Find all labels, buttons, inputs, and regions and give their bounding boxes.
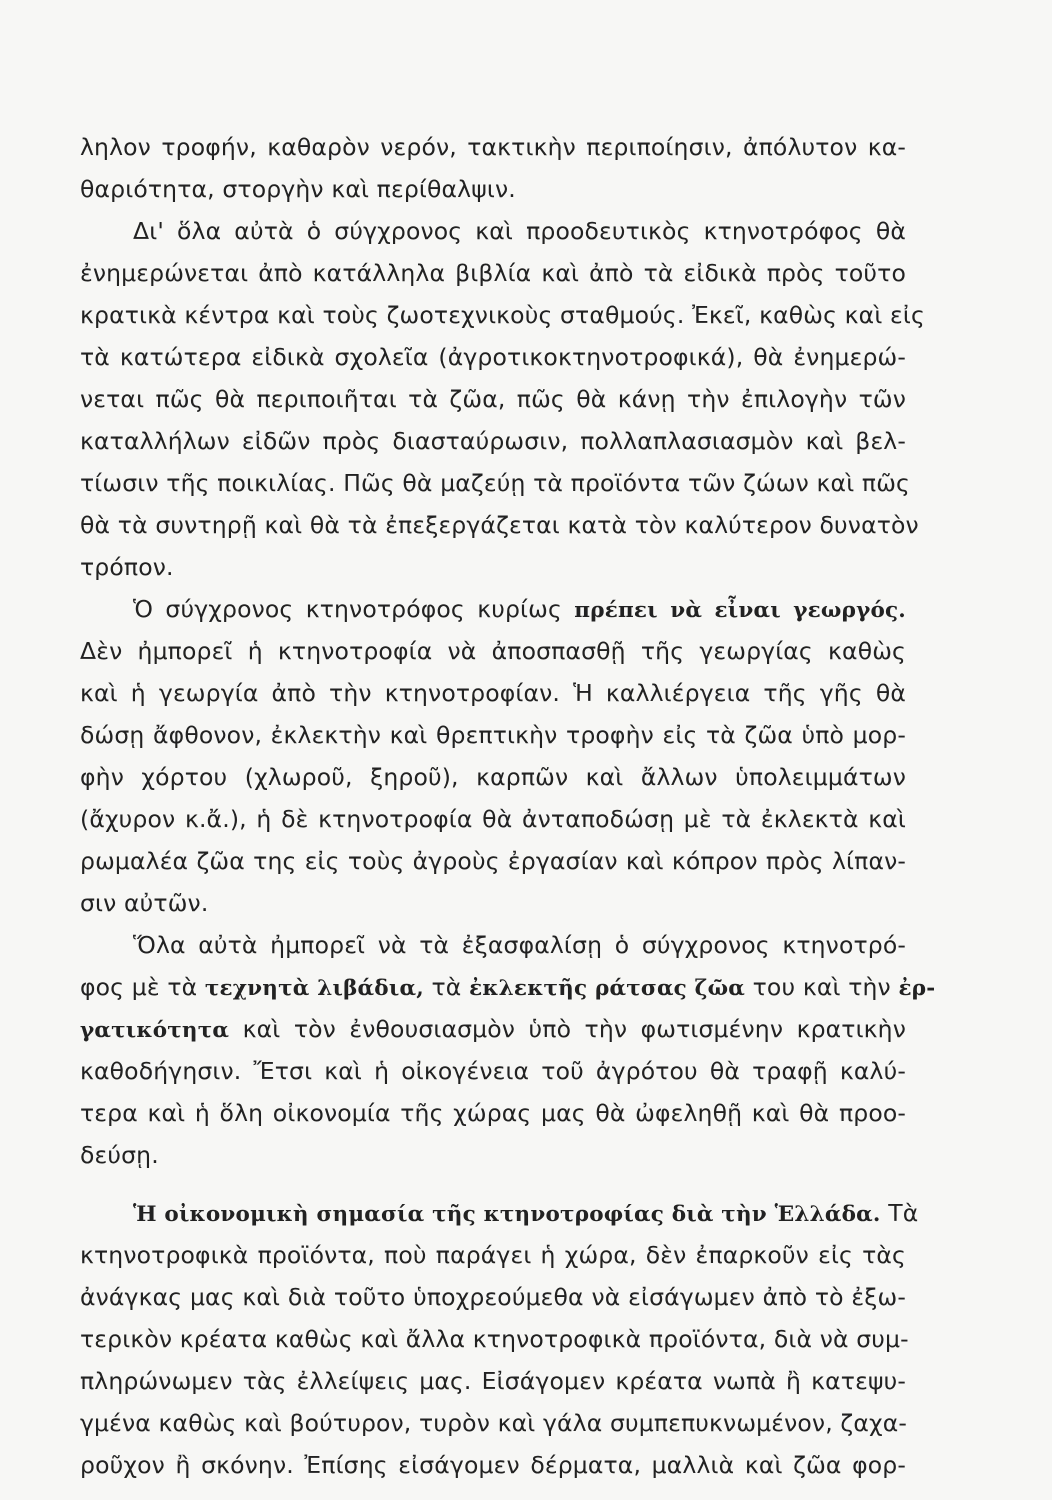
text-line: δώσῃ ἄφθονον, ἐκλεκτὴν καὶ θρεπτικὴν τροφὴν εἰς τὰ ζῶα ὑπὸ μορ-: [80, 721, 906, 749]
text-line: τερα καὶ ἡ ὅλη οἰκονομία τῆς χώρας μας θὰ ὠφεληθῇ καὶ θὰ προο-: [80, 1099, 906, 1127]
text-run: φος μὲ τὰ: [80, 973, 205, 1001]
text-line: θαριότητα, στοργὴν καὶ περίθαλψιν.: [80, 175, 516, 203]
text-line: Ὅλα αὐτὰ ἠμπορεῖ νὰ τὰ ἐξασφαλίσῃ ὁ σύγχρονος κτηνοτρό-: [133, 931, 906, 959]
section-heading: Ἡ οἰκονομικὴ σημασία τῆς κτηνοτροφίας διὰ τὴν Ἑλλάδα.: [133, 1202, 881, 1227]
text-run: Ὁ σύγχρονος κτηνοτρόφος κυρίως: [133, 595, 575, 623]
text-run: Τὰ: [880, 1199, 919, 1227]
text-line: [80, 971, 936, 1003]
emphasis-text: γατικότητα: [80, 1018, 230, 1043]
emphasis-text: τεχνητὰ λιβάδια,: [204, 976, 424, 1001]
text-line: [80, 1013, 906, 1045]
text-line: γμένα καθὼς καὶ βούτυρον, τυρὸν καὶ γάλα συμπεπυκνωμένον, ζαχα-: [80, 1409, 908, 1437]
text-run: του καὶ τὴν: [745, 973, 899, 1001]
text-line: ἐνημερώνεται ἀπὸ κατάλληλα βιβλία καὶ ἀπὸ τὰ εἰδικὰ πρὸς τοῦτο: [80, 259, 906, 287]
text-line: [133, 593, 906, 625]
section-heading-line: [133, 1197, 919, 1229]
text-line: καὶ ἡ γεωργία ἀπὸ τὴν κτηνοτροφίαν. Ἡ καλλιέργεια τῆς γῆς θὰ: [80, 679, 906, 707]
text-run: καὶ τὸν ἐνθουσιασμὸν ὑπὸ τὴν φωτισμένην κρατικὴν: [229, 1015, 906, 1043]
text-line: πληρώνωμεν τὰς ἐλλείψεις μας. Εἰσάγομεν κρέατα νωπὰ ἢ κατεψυ-: [80, 1367, 906, 1395]
text-line: φὴν χόρτου (χλωροῦ, ξηροῦ), καρπῶν καὶ ἄλλων ὑπολειμμάτων: [80, 763, 906, 791]
text-line: κτηνοτροφικὰ προϊόντα, ποὺ παράγει ἡ χώρα, δὲν ἐπαρκοῦν εἰς τὰς: [80, 1241, 906, 1269]
text-line: Δὲν ἠμπορεῖ ἡ κτηνοτροφία νὰ ἀποσπασθῇ τῆς γεωργίας καθὼς: [80, 637, 906, 665]
text-line: (ἄχυρον κ.ἄ.), ἡ δὲ κτηνοτροφία θὰ ἀνταποδώσῃ μὲ τὰ ἐκλεκτὰ καὶ: [80, 805, 906, 833]
text-line: νεται πῶς θὰ περιποιῆται τὰ ζῶα, πῶς θὰ κάνῃ τὴν ἐπιλογὴν τῶν: [80, 385, 906, 413]
text-line: τίωσιν τῆς ποικιλίας. Πῶς θὰ μαζεύῃ τὰ προϊόντα τῶν ζώων καὶ πῶς: [80, 469, 910, 497]
text-line: καθοδήγησιν. Ἔτσι καὶ ἡ οἰκογένεια τοῦ ἀγρότου θὰ τραφῇ καλύ-: [80, 1057, 906, 1085]
text-line: δεύσῃ.: [80, 1141, 159, 1169]
text-line: ρωμαλέα ζῶα της εἰς τοὺς ἀγροὺς ἐργασίαν καὶ κόπρον πρὸς λίπαν-: [80, 847, 906, 875]
text-line: τὰ κατώτερα εἰδικὰ σχολεῖα (ἀγροτικοκτηνοτροφικά), θὰ ἐνημερώ-: [80, 343, 906, 371]
text-line: ροῦχον ἢ σκόνην. Ἐπίσης εἰσάγομεν δέρματα, μαλλιὰ καὶ ζῶα φορ-: [80, 1451, 906, 1479]
text-run: τὰ: [423, 973, 470, 1001]
text-line: καταλλήλων εἰδῶν πρὸς διασταύρωσιν, πολλαπλασιασμὸν καὶ βελ-: [80, 427, 906, 455]
text-line: τρόπον.: [80, 553, 174, 581]
emphasis-text: ἐκλεκτῆς ράτσας ζῶα: [469, 976, 746, 1001]
text-line: ληλον τροφήν, καθαρὸν νερόν, τακτικὴν περιποίησιν, ἀπόλυτον κα-: [80, 133, 906, 161]
text-line: θὰ τὰ συντηρῇ καὶ θὰ τὰ ἐπεξεργάζεται κατὰ τὸν καλύτερον δυνατὸν: [80, 511, 919, 539]
text-line: τερικὸν κρέατα καθὼς καὶ ἄλλα κτηνοτροφικὰ προϊόντα, διὰ νὰ συμ-: [80, 1325, 909, 1353]
text-line: σιν αὐτῶν.: [80, 889, 209, 917]
text-line: κρατικὰ κέντρα καὶ τοὺς ζωοτεχνικοὺς σταθμούς. Ἐκεῖ, καθὼς καὶ εἰς: [80, 301, 925, 329]
emphasis-text: ἐρ-: [898, 976, 936, 1001]
emphasis-text: πρέπει νὰ εἶναι γεωργός.: [574, 598, 906, 623]
text-line: Δι' ὅλα αὐτὰ ὁ σύγχρονος καὶ προοδευτικὸς κτηνοτρόφος θὰ: [133, 217, 906, 245]
text-line: ἀνάγκας μας καὶ διὰ τοῦτο ὑποχρεούμεθα νὰ εἰσάγωμεν ἀπὸ τὸ ἐξω-: [80, 1283, 906, 1311]
